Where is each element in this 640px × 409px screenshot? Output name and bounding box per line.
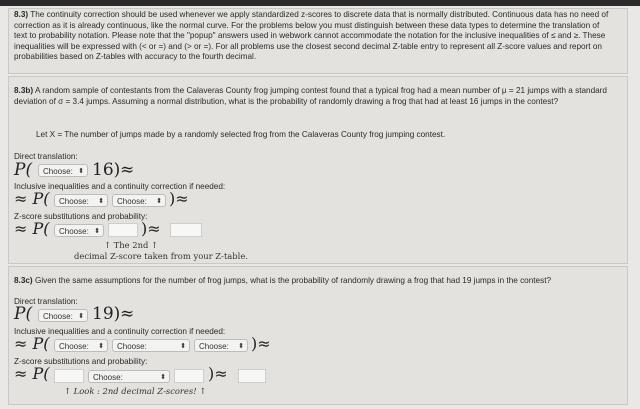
c-direct-translation-label: Direct translation:: [14, 297, 78, 306]
b-hint-line1: ↑ The 2nd ↑: [104, 240, 159, 250]
select-arrow-icon: ⬍: [98, 343, 104, 350]
b-direct-translation-label: Direct translation:: [14, 152, 78, 161]
part-c-label: 8.3c): [14, 276, 33, 285]
select-arrow-icon: ⬍: [180, 343, 186, 350]
c-inclusive-label: Inclusive inequalities and a continuity correction if needed:: [14, 327, 226, 336]
c-direct-choose-select[interactable]: Choose: ⬍: [38, 309, 88, 322]
c-probability-input[interactable]: [238, 369, 266, 383]
select-arrow-icon: ⬍: [78, 313, 84, 320]
c-inclusive-choose-select-2[interactable]: Choose: ⬍: [112, 339, 190, 352]
c-direct-approx: ≈: [120, 304, 135, 324]
select-arrow-icon: ⬍: [94, 228, 100, 235]
part-b-label: 8.3b): [14, 86, 34, 95]
select-arrow-icon: ⬍: [78, 168, 84, 175]
c-direct-value: 19): [92, 304, 121, 324]
c-zscore-choose-select[interactable]: Choose: ⬍: [88, 370, 170, 383]
c-inclusive-choose-select-1[interactable]: Choose: ⬍: [54, 339, 108, 352]
select-arrow-icon: ⬍: [238, 343, 244, 350]
part-c-question: [14, 276, 610, 287]
c-inclusive-close: )≈: [251, 334, 271, 353]
part-b-question: [14, 86, 610, 107]
b-direct-choose-select[interactable]: Choose: ⬍: [38, 164, 88, 177]
c-zscore-P: ≈ P(: [14, 364, 50, 383]
c-hint: ↑ Look : 2nd decimal Z-scores! ↑: [64, 386, 207, 396]
intro-text: [14, 10, 610, 63]
b-zscore-input[interactable]: [108, 223, 138, 237]
let-x-definition: Let X = The number of jumps made by a randomly selected frog from the Calaveras County frog jumping contest.: [36, 130, 446, 139]
c-inclusive-P: ≈ P(: [14, 334, 50, 353]
select-arrow-icon: ⬍: [160, 374, 166, 381]
select-arrow-icon: ⬍: [98, 198, 104, 205]
c-zscore-input-low[interactable]: [54, 369, 84, 383]
b-inclusive-choose-select-1[interactable]: Choose: ⬍: [54, 194, 108, 207]
c-zscore-label: Z-score substitutions and probability:: [14, 357, 148, 366]
c-inclusive-choose-select-3[interactable]: Choose: ⬍: [194, 339, 248, 352]
b-zscore-label: Z-score substitutions and probability:: [14, 212, 148, 221]
c-zscore-close: )≈: [208, 364, 228, 383]
b-inclusive-label: Inclusive inequalities and a continuity correction if needed:: [14, 182, 226, 191]
c-direct-P: P(: [14, 304, 33, 324]
b-direct-value: 16): [92, 160, 121, 180]
select-arrow-icon: ⬍: [156, 198, 162, 205]
b-inclusive-choose-select-2[interactable]: Choose: ⬍: [112, 194, 166, 207]
b-hint-line2: decimal Z-score taken from your Z-table.: [74, 251, 248, 261]
c-zscore-input-high[interactable]: [174, 369, 204, 383]
b-inclusive-P: ≈ P(: [14, 189, 50, 208]
b-direct-approx: ≈: [120, 160, 135, 180]
b-zscore-close: )≈: [141, 219, 161, 238]
b-probability-input[interactable]: [170, 223, 202, 237]
part-c-question-text: Given the same assumptions for the number of frog jumps, what is the probability of randomly drawing a frog that had 19 jumps in the contest?: [34, 276, 552, 285]
intro-label: 8.3): [14, 10, 29, 19]
b-inclusive-close: )≈: [169, 189, 189, 208]
part-b-question-text: A random sample of contestants from the Calaveras County frog jumping contest found that a typical frog had a mean number of μ = 21 jumps with a standard deviation of σ = 3.4 jumps. Assuming a normal distribution, what is the probability of randomly drawing a frog that had at least 16 jumps in the contest?: [14, 86, 607, 106]
b-zscore-choose-select[interactable]: Choose: ⬍: [54, 224, 104, 237]
b-direct-P: P(: [14, 160, 33, 180]
b-zscore-P: ≈ P(: [14, 219, 50, 238]
intro-body: The continuity correction should be used whenever we apply standardized z-scores to discrete data that is normally distributed. Continuous data has no need of correction as it is already continuous, like the normal curve. For the problems below you must distinguish between these data types to determine the translation of text to probability notation. Please note that the "popup" answers used in webwork cannot accommodate the notation for the inclusive inequalities of ≤ and ≥. These inequalities will be expressed with (< or =) and (> or =). For all problems use the closest second decimal Z-table entry to represent all Z-score values and report on probabilities based on Z-tables with accuracy to the fourth decimal.: [14, 10, 609, 62]
